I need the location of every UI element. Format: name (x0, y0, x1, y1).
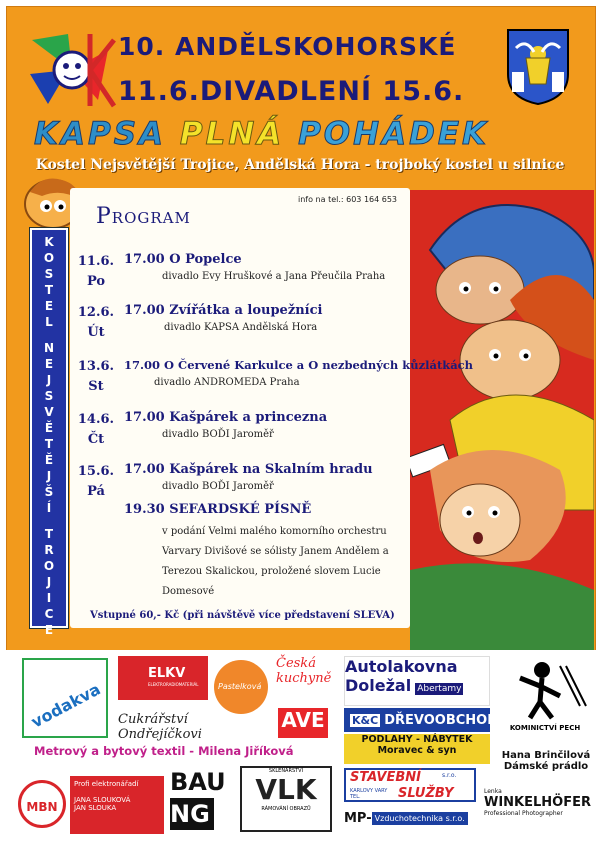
event-title-2: 17.00 Zvířátka a loupežníci (124, 303, 323, 318)
elkv-text: ELKV (148, 666, 186, 681)
sponsor-elkv (118, 656, 208, 700)
band-letter: E (44, 299, 54, 313)
kominictvi-text: KOMINICTVÍ PECH (509, 724, 581, 732)
abertamy: Abertamy (417, 684, 462, 694)
band-letter: E (44, 623, 54, 637)
entry-price: Vstupné 60,- Kč (při návštěvě více představení SLEVA) (90, 610, 395, 621)
event-title-4: 17.00 Kašpárek a princezna (124, 410, 328, 425)
band-word (32, 528, 66, 636)
vlk-text: VLK (255, 773, 317, 806)
mp: MP- (344, 810, 372, 826)
band-letter: R (44, 543, 54, 557)
sponsor-hana (498, 750, 594, 772)
sponsor-kc-drevoobchod (344, 708, 498, 732)
sponsor-metrovy-textil: Metrový a bytový textil - Milena Jiříková (34, 744, 294, 758)
festival-logo (28, 30, 116, 108)
podlahy-line1: PODLAHY - NÁBYTEK (361, 734, 473, 745)
date: 11.6. (77, 254, 115, 269)
band-letter: N (43, 341, 55, 355)
band-letter: I (46, 591, 52, 605)
sponsor-winkelhofer (484, 788, 594, 828)
day-date-2 (76, 303, 116, 343)
event-theatre-3: divadlo ANDROMEDA Praha (154, 377, 300, 388)
vlk-top: SKLENÁŘSTVÍ (268, 768, 304, 774)
band-letter: O (43, 559, 55, 573)
sponsor-ceska-kuchyne (276, 656, 338, 702)
vertical-band-text (32, 230, 66, 636)
sponsor-stavebni-sluzby (344, 768, 476, 802)
event-theatre-1: divadlo Evy Hruškové a Jana Přeučila Praha (162, 271, 386, 282)
event-title-3: 17.00 O Červené Karkulce a O nezbedných kůzlátkách (124, 358, 474, 372)
band-letter: J (46, 575, 52, 589)
ceska-line2: kuchyně (276, 671, 332, 686)
winkel-sub: Professional Photographer (484, 810, 563, 817)
sponsor-ave: AVE (278, 708, 328, 738)
sponsor-cukrarstvi: Cukrářství Ondřejíčkovi (118, 712, 202, 742)
mbn-text (70, 776, 164, 834)
band-word (32, 342, 66, 514)
kc: K&C (352, 713, 379, 727)
pastelkova-text: Pastelková (218, 682, 262, 691)
sponsor-baung (170, 766, 228, 832)
band-word (32, 236, 66, 328)
children-illustration (410, 190, 594, 650)
sponsor-autolakovna (344, 656, 490, 706)
lenka: Lenka (484, 788, 502, 795)
band-letter: K (44, 235, 54, 249)
vlk-bottom: RÁMOVÁNÍ OBRAZŮ (261, 806, 311, 812)
word-pohadek: POHÁDEK (298, 116, 490, 152)
band-letter: O (43, 251, 55, 265)
hana-line2: Dámské prádlo (503, 761, 589, 772)
band-letter: T (44, 527, 54, 541)
date-start: 11.6. (118, 76, 200, 107)
ceska-line1: Česká (276, 656, 316, 671)
event-theatre-5: divadlo BOĎI Jaroměř (162, 481, 274, 492)
vertical-church-banner (30, 228, 68, 637)
info-phone: info na tel.: 603 164 653 (298, 195, 398, 204)
band-letter: Ě (44, 421, 54, 435)
event-title-5: 17.00 Kašpárek na Skalním hradu (124, 462, 373, 477)
event-title-1: 17.00 O Popelce (124, 252, 242, 267)
band-letter: S (44, 389, 54, 403)
vodakva-text: vodakva (27, 679, 104, 732)
drevoobchod: DŘEVOOBCHOD (384, 712, 498, 728)
band-letter: J (46, 469, 52, 483)
sluzby: SLUŽBY (398, 786, 454, 801)
sro: s.r.o. (442, 772, 457, 779)
word-kapsa: KAPSA (34, 116, 167, 152)
evening-description: v podání Velmi malého komorního orchestru Varvary Divišové se sólisty Janem Andělem a Terezou Skalickou, proložené slovem Lucie Domesové (162, 526, 389, 597)
weekday: Pá (87, 484, 105, 499)
chimney-sweep-icon (500, 656, 590, 720)
date-end: 15.6. (382, 76, 465, 107)
program-title: Program (96, 204, 191, 229)
word-plna: PLNÁ (179, 116, 285, 152)
sponsor-vodakva (22, 658, 108, 738)
profi-name2: JAN SLOUKA (74, 804, 117, 812)
sponsors-area (0, 650, 600, 848)
karlovy-vary: KARLOVY VARY (350, 788, 388, 794)
band-letter: L (45, 315, 53, 329)
band-letter: E (44, 357, 54, 371)
stavebni: STAVEBNÍ (350, 770, 421, 785)
winkelhofer: WINKELHÖFER (484, 795, 591, 810)
event-theatre-4: divadlo BOĎI Jaroměř (162, 429, 274, 440)
sponsor-kominictvi (500, 656, 590, 740)
profi-text: Profi elektronářadí (74, 780, 139, 788)
profi-name1: JANA SLOUKOVÁ (74, 796, 131, 804)
weekday: Po (86, 274, 106, 289)
day-date-3 (76, 357, 116, 397)
band-letter: Š (44, 485, 54, 499)
elkv-sub: ELEKTRORADIOMATERIÁL (148, 682, 199, 687)
day-date-4 (76, 410, 116, 450)
weekday: Čt (87, 432, 105, 447)
date: 12.6. (77, 305, 115, 320)
sponsor-podlahy (344, 734, 490, 764)
ng: NG (170, 798, 214, 830)
bau: BAU (170, 768, 226, 796)
sponsor-vlk (240, 766, 332, 832)
band-letter: V (44, 405, 54, 419)
weekday: St (88, 379, 104, 394)
date: 15.6. (77, 464, 115, 479)
autolak-line2: Doležal (345, 676, 412, 695)
date: 14.6. (77, 412, 115, 427)
festival-title-line1: 10. ANDĚLSKOHORSKÉ (118, 32, 457, 61)
date: 13.6. (77, 359, 115, 374)
day-date-5 (76, 462, 116, 502)
town-crest-icon (506, 28, 570, 106)
sponsor-mbn (16, 776, 166, 834)
weekday: Út (87, 325, 105, 340)
autolak-line1: Autolakovna (345, 657, 458, 676)
evening-title: 19.30 SEFARDSKÉ PÍSNĚ (124, 502, 312, 517)
festival-title-line2 (118, 76, 464, 107)
title-word: DIVADLENÍ (199, 76, 372, 107)
venue-subtitle: Kostel Nejsvětější Trojice, Andělská Hora - trojboký kostel u silnice (35, 157, 565, 173)
mbn-logo: MBN (18, 780, 66, 828)
podlahy-line2: Moravec & syn (377, 745, 457, 756)
sponsor-mp-vzduchotechnika (344, 808, 484, 828)
band-letter: T (44, 437, 54, 451)
band-letter: Í (46, 501, 52, 515)
band-letter: C (44, 607, 54, 621)
autolak-row (345, 676, 489, 695)
vzduch: Vzduchotechnika s.r.o. (372, 812, 468, 825)
band-letter: T (44, 283, 54, 297)
band-letter: S (44, 267, 54, 281)
band-letter: J (46, 373, 52, 387)
sponsor-pastelkova (214, 660, 268, 714)
tel: TEL. (350, 794, 361, 800)
band-letter: Ě (44, 453, 54, 467)
event-theatre-2: divadlo KAPSA Andělská Hora (164, 322, 318, 333)
hana-line1: Hana Brinčilová (501, 750, 591, 761)
day-date-1 (76, 252, 116, 292)
festival-name (34, 116, 489, 152)
